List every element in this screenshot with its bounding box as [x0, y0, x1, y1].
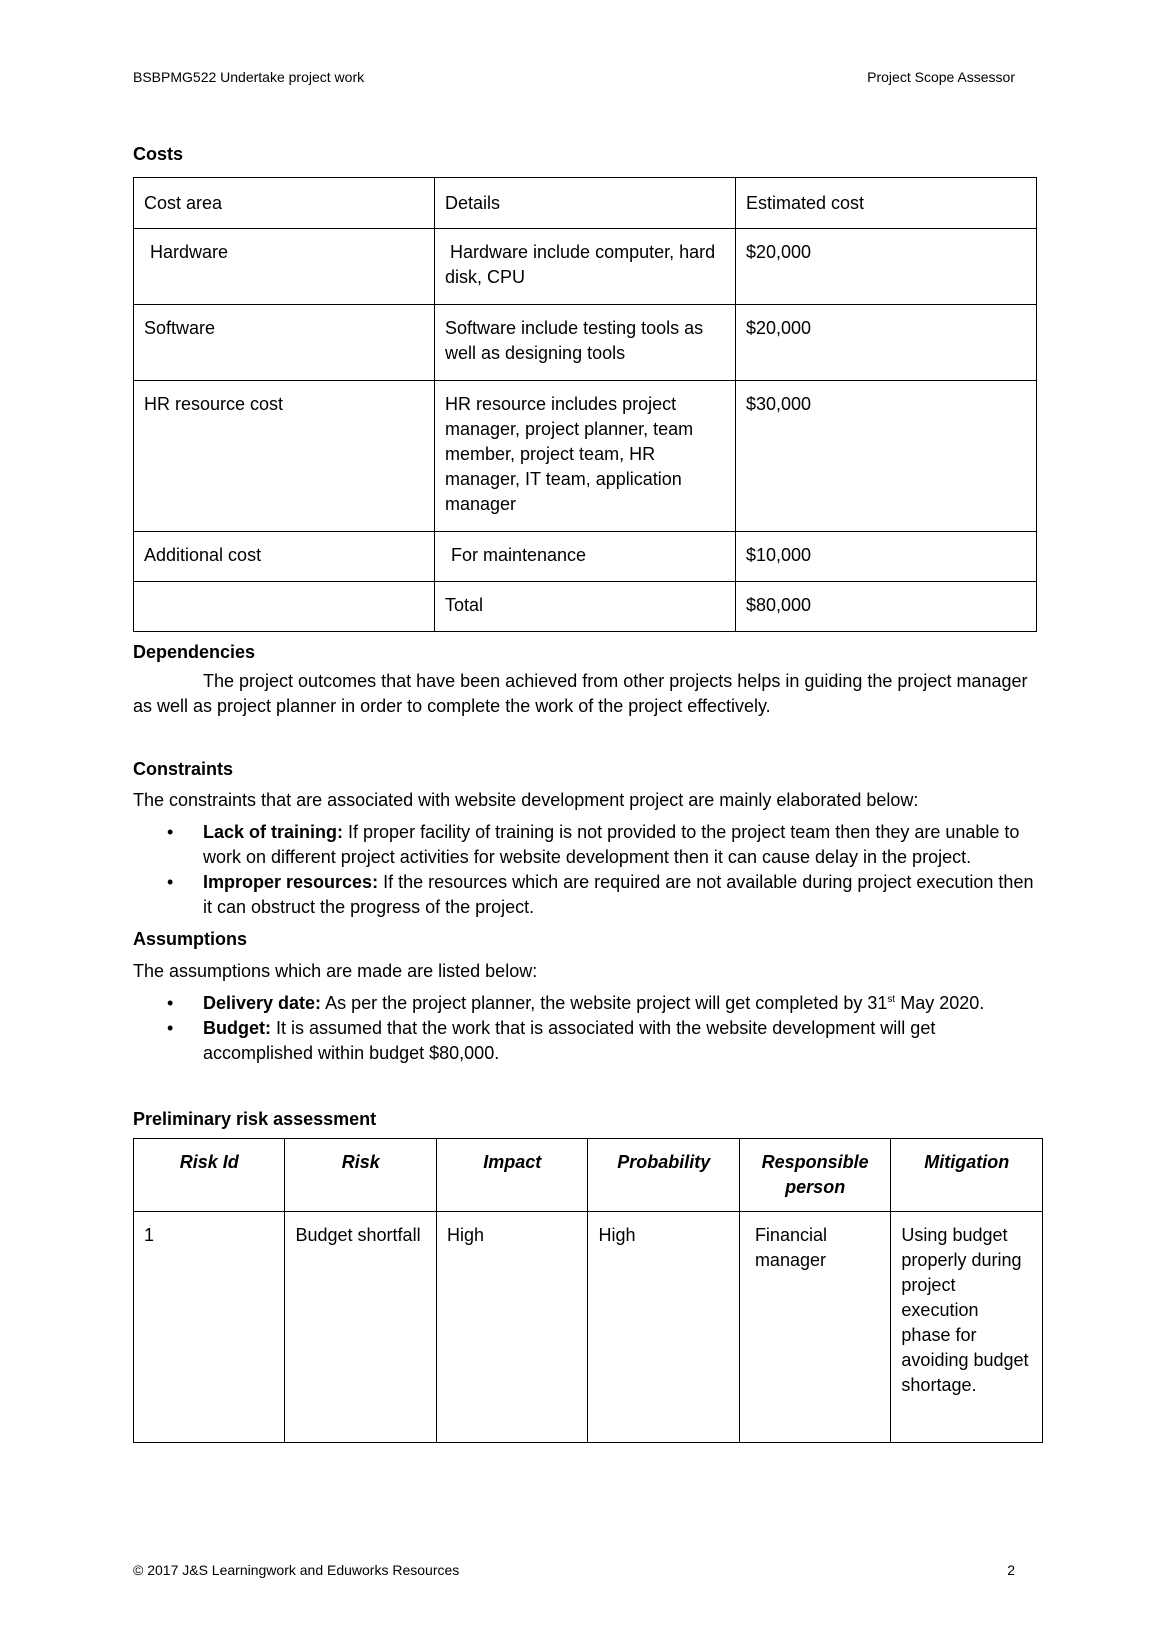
header-document-title: Project Scope Assessor	[867, 69, 1015, 85]
total-value-cell: $80,000	[736, 582, 1037, 632]
footer-copyright: © 2017 J&S Learningwork and Eduworks Resources	[133, 1562, 460, 1578]
risk-id-cell: 1	[134, 1212, 285, 1443]
constraints-list	[133, 820, 1038, 920]
list-item	[167, 820, 1038, 870]
constraints-intro: The constraints that are associated with website development project are mainly elaborated below:	[133, 790, 919, 810]
constraints-heading: Constraints	[133, 759, 234, 779]
cost-details-cell: Software include testing tools as well as designing tools	[435, 305, 736, 381]
table-row	[134, 532, 1037, 582]
risk-cell: Budget shortfall	[285, 1212, 436, 1443]
assumptions-heading: Assumptions	[133, 929, 248, 949]
list-item	[167, 991, 1038, 1016]
document-body	[133, 142, 1038, 1443]
cost-area-cell: HR resource cost	[134, 381, 435, 532]
bullet-icon: •	[167, 872, 174, 892]
cost-value-cell: $30,000	[736, 381, 1037, 532]
risk-table	[133, 1138, 1043, 1443]
probability-cell: High	[588, 1212, 739, 1443]
cost-details-cell: Hardware include computer, hard disk, CPU	[435, 229, 736, 305]
assumption-title: Delivery date:	[203, 993, 322, 1013]
column-header: Cost area	[134, 178, 435, 229]
column-header: Mitigation	[891, 1139, 1043, 1212]
ordinal-suffix: st	[887, 994, 896, 1005]
costs-table	[133, 177, 1037, 632]
cost-area-cell: Additional cost	[134, 532, 435, 582]
table-row	[134, 381, 1037, 532]
page-number: 2	[1007, 1562, 1015, 1578]
cost-area-cell: Hardware	[134, 229, 435, 305]
assumption-text-end: May 2020.	[900, 993, 985, 1013]
cost-area-cell	[134, 582, 435, 632]
column-header: Details	[435, 178, 736, 229]
constraint-title: Lack of training:	[203, 822, 344, 842]
cost-value-cell: $10,000	[736, 532, 1037, 582]
constraint-text: If proper facility of training is not provided to the project team then they are unable to work on different project activities for website development then it can cause delay in the project.	[203, 822, 1020, 867]
header-unit-code: BSBPMG522 Undertake project work	[133, 69, 365, 85]
assumptions-intro: The assumptions which are made are listed below:	[133, 961, 538, 981]
cost-area-cell: Software	[134, 305, 435, 381]
page-header	[133, 69, 1015, 85]
bullet-icon: •	[167, 822, 174, 842]
assumption-text: It is assumed that the work that is associated with the website development will get accomplished within budget $80,000.	[203, 1018, 936, 1063]
table-row	[134, 1212, 1043, 1443]
cost-value-cell: $20,000	[736, 305, 1037, 381]
bullet-icon: •	[167, 993, 174, 1013]
impact-cell: High	[436, 1212, 587, 1443]
mitigation-cell: Using budget properly during project execution phase for avoiding budget shortage.	[891, 1212, 1043, 1443]
column-header: Risk Id	[134, 1139, 285, 1212]
constraint-title: Improper resources:	[203, 872, 379, 892]
column-header: Estimated cost	[736, 178, 1037, 229]
assumption-text: As per the project planner, the website project will get completed by 31	[325, 993, 888, 1013]
page-footer	[133, 1562, 1015, 1578]
costs-heading: Costs	[133, 144, 184, 164]
table-row	[134, 229, 1037, 305]
dependencies-heading: Dependencies	[133, 642, 256, 662]
column-header: Impact	[436, 1139, 587, 1212]
column-header: Probability	[588, 1139, 739, 1212]
cost-value-cell: $20,000	[736, 229, 1037, 305]
list-item	[167, 1016, 1038, 1066]
total-label-cell: Total	[435, 582, 736, 632]
dependencies-paragraph: The project outcomes that have been achieved from other projects helps in guiding the project manager as well as project planner in order to complete the work of the project effectively.	[133, 671, 1028, 716]
table-row	[134, 305, 1037, 381]
assumptions-list	[133, 991, 1038, 1066]
cost-details-cell: HR resource includes project manager, project planner, team member, project team, HR manager, IT team, application manager	[435, 381, 736, 532]
list-item	[167, 870, 1038, 920]
table-header-row	[134, 1139, 1043, 1212]
responsible-person-cell: Financial manager	[739, 1212, 890, 1443]
column-header: Responsible person	[739, 1139, 890, 1212]
table-header-row	[134, 178, 1037, 229]
risk-heading: Preliminary risk assessment	[133, 1109, 377, 1129]
bullet-icon: •	[167, 1018, 174, 1038]
constraint-text: If the resources which are required are not available during project execution then it can obstruct the progress of the project.	[203, 872, 1034, 917]
assumption-title: Budget:	[203, 1018, 271, 1038]
column-header: Risk	[285, 1139, 436, 1212]
table-total-row	[134, 582, 1037, 632]
cost-details-cell: For maintenance	[435, 532, 736, 582]
